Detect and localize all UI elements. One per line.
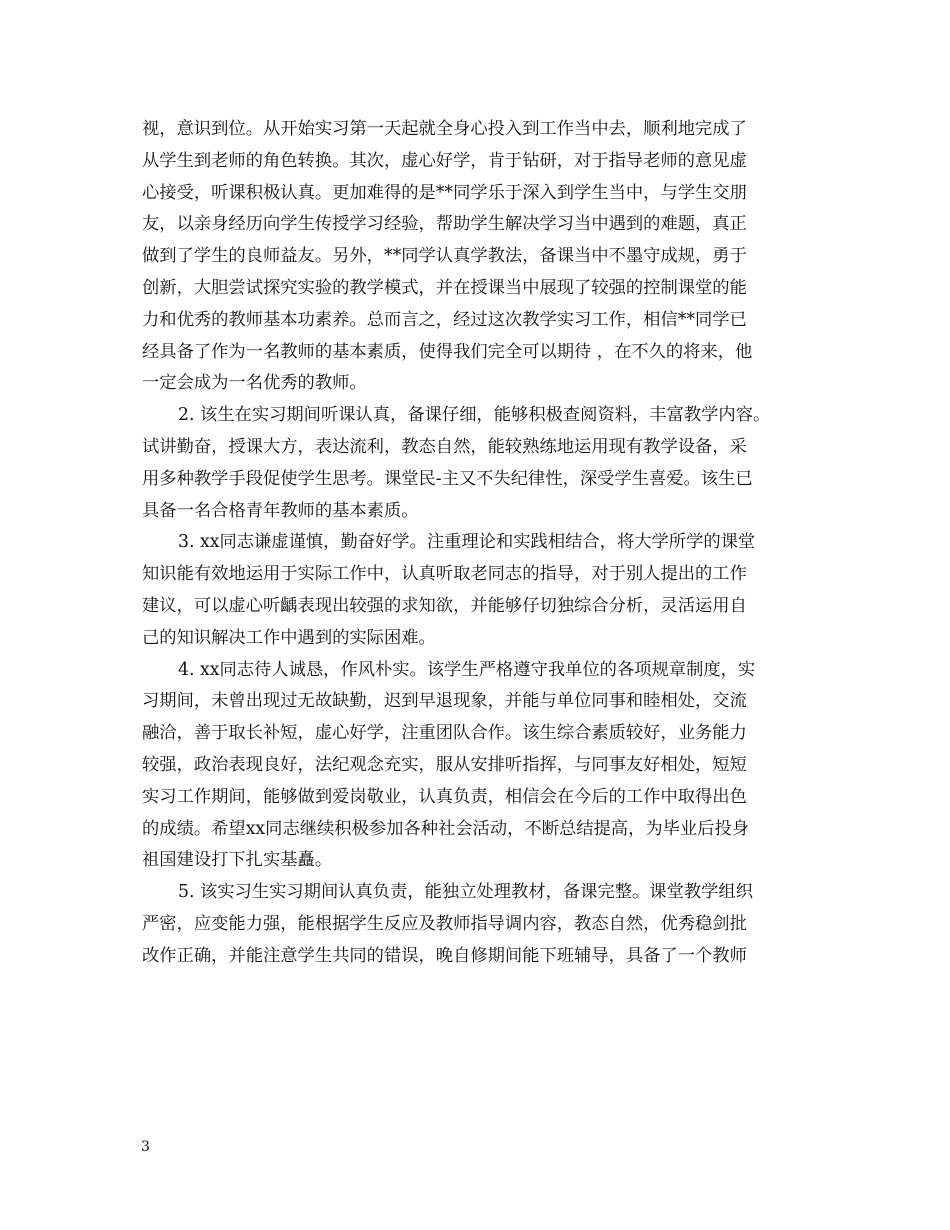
- text-line: 心接受，听课积极认真。更加难得的是**同学乐于深入到学生当中，与学生交朋: [142, 182, 747, 203]
- page-number: 3: [141, 1139, 150, 1155]
- text-line: 4. xx同志待人诚恳，作风朴实。该学生严格遵守我单位的各项规章制度，实: [178, 659, 756, 680]
- text-line: 严密，应变能力强，能根据学生反应及教师指导调内容，教态自然，优秀稳剑批: [142, 913, 747, 934]
- text-line: 5. 该实习生实习期间认真负责，能独立处理教材，备课完整。课堂教学组织: [178, 882, 753, 903]
- text-line: 力和优秀的教师基本功素养。总而言之，经过这次教学实习工作，相信**同学已: [142, 309, 747, 330]
- text-line: 用多种教学手段促使学生思考。课堂民-主又不失纪律性，深受学生喜爱。该生已: [142, 468, 753, 489]
- text-line: 习期间，未曾出现过无故缺勤，迟到早退现象，并能与单位同事和睦相处，交流: [142, 691, 747, 712]
- body-text: [142, 114, 822, 973]
- text-line: 祖国建设打下扎实基矗。: [142, 850, 333, 871]
- text-line: 视，意识到位。从开始实习第一天起就全身心投入到工作当中去，顺利地完成了: [142, 119, 747, 139]
- text-line: 己的知识解决工作中遇到的实际困难。: [142, 627, 436, 648]
- text-line: 较强，政治表现良好，法纪观念充实，服从安排听指挥，与同事友好相处，短短: [142, 754, 747, 775]
- text-line: 试讲勤奋，授课大方，表达流利，教态自然，能较熟练地运用现有教学设备，采: [142, 436, 747, 457]
- text-line: 的成绩。希望xx同志继续积极参加各种社会活动，不断总结提高，为毕业后投身: [142, 818, 750, 839]
- text-line: 融洽，善于取长补短，虚心好学，注重团队合作。该生综合素质较好，业务能力: [142, 723, 747, 744]
- text-line: 2. 该生在实习期间听课认真，备课仔细，能够积极查阅资料，丰富教学内容。: [178, 405, 771, 426]
- text-line: 建议，可以虚心听齲表现出较强的求知欲，并能够仔切独综合分析，灵活运用自: [142, 595, 747, 616]
- text-line: 实习工作期间，能够做到爱岗敬业，认真负责，相信会在今后的工作中取得出色: [142, 786, 747, 807]
- text-line: 改作正确，并能注意学生共同的错误，晚自修期间能下班辅导，具备了一个教师: [142, 945, 747, 966]
- text-line: 友，以亲身经历向学生传授学习经验，帮助学生解决学习当中遇到的难题，真正: [142, 214, 747, 235]
- text-line: 3. xx同志谦虚谨慎，勤奋好学。注重理论和实践相结合，将大学所学的课堂: [178, 532, 756, 553]
- text-line: 创新，大胆尝试探究实验的教学模式，并在授课当中展现了较强的控制课堂的能: [142, 277, 747, 298]
- text-line: 一定会成为一名优秀的教师。: [142, 373, 367, 394]
- text-line: 做到了学生的良师益友。另外，**同学认真学教法，备课当中不墨守成规，勇于: [142, 246, 747, 267]
- text-line: 经具备了作为一名教师的基本素质，使得我们完全可以期待 ，在不久的将来，他: [142, 341, 753, 362]
- text-line: 具备一名合格青年教师的基本素质。: [142, 500, 419, 521]
- text-line: 知识能有效地运用于实际工作中，认真听取老同志的指导，对于别人提出的工作: [142, 564, 747, 585]
- text-line: 从学生到老师的角色转换。其次，虚心好学，肯于钻研，对于指导老师的意见虚: [142, 150, 747, 171]
